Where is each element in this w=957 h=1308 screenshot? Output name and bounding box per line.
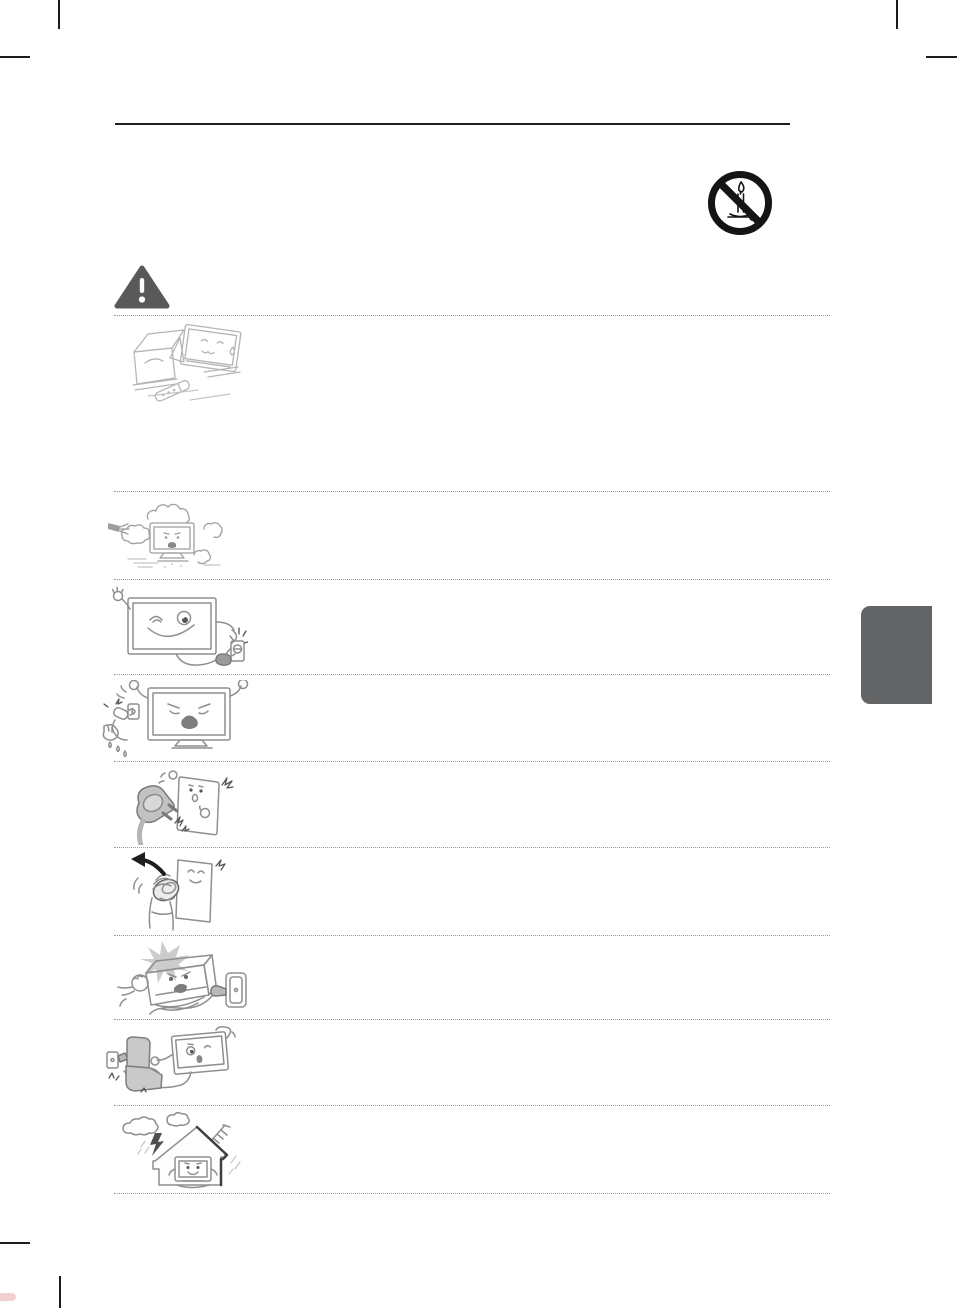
sparking-plug-outlet-illustration	[119, 769, 244, 845]
no-open-flames-icon	[707, 170, 773, 236]
wet-hand-on-plug-illustration	[102, 680, 252, 758]
safety-row	[114, 315, 830, 491]
safety-row	[114, 674, 830, 761]
crop-mark-top-right-horizontal	[926, 56, 957, 58]
chapter-tab	[861, 606, 932, 704]
section-rule	[115, 123, 790, 125]
lightning-storm-house-illustration	[119, 1111, 249, 1189]
tv-in-dust-illustration	[108, 501, 243, 573]
crop-mark-top-left-horizontal	[0, 56, 30, 58]
grip-plug-to-unplug-illustration	[130, 850, 250, 934]
crop-mark-bottom-left-vertical	[59, 1276, 61, 1308]
tv-on-unstable-furniture-illustration	[118, 322, 253, 402]
tv-winking-unplugged-illustration	[112, 586, 248, 669]
print-artifact	[0, 1293, 16, 1301]
crop-mark-top-right-vertical	[896, 0, 898, 29]
impact-damage-illustration	[112, 941, 252, 1017]
safety-row	[114, 761, 830, 847]
safety-row	[114, 935, 830, 1019]
safety-row	[114, 579, 830, 674]
safety-row	[114, 1019, 830, 1105]
crop-mark-bottom-left-horizontal	[0, 1242, 30, 1244]
safety-row	[114, 847, 830, 935]
safety-instruction-list	[114, 315, 830, 1194]
safety-row	[114, 1105, 830, 1194]
caution-triangle-icon	[114, 265, 170, 309]
cord-pinched-by-chair-illustration	[105, 1026, 247, 1100]
crop-mark-top-left-vertical	[58, 0, 60, 29]
safety-row	[114, 491, 830, 579]
